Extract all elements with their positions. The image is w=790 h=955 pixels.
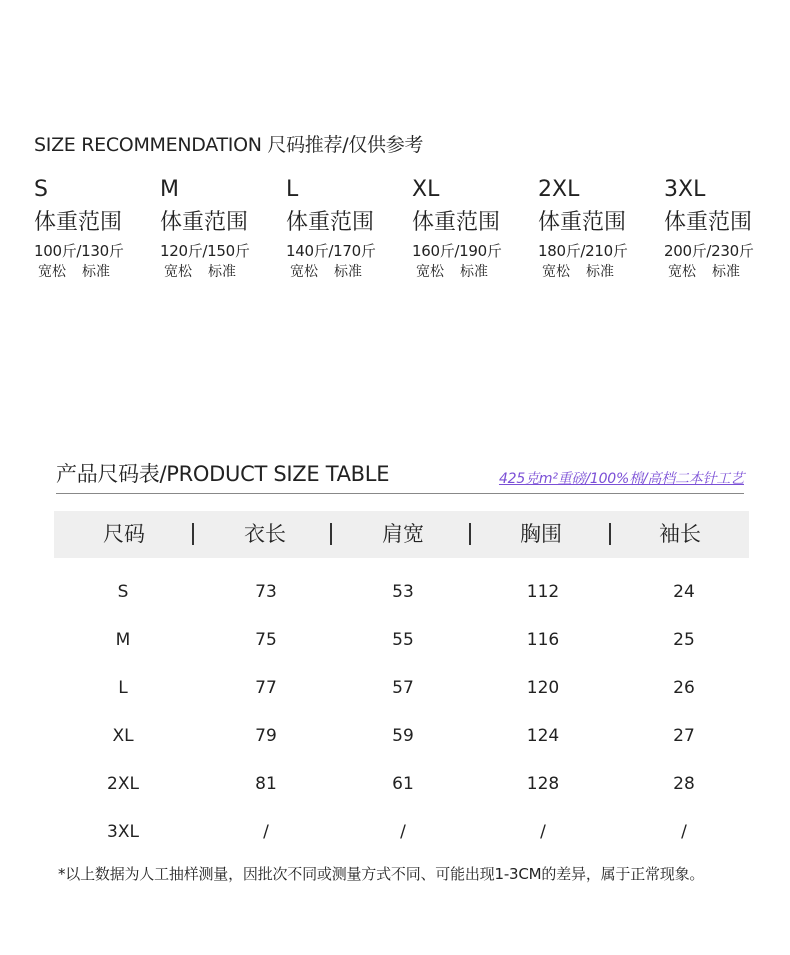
table-cell-size: 2XL	[107, 774, 139, 794]
table-cell-length: 79	[255, 726, 277, 746]
rec-weight-range: 180斤/210斤	[538, 242, 628, 260]
table-cell-sleeve: 27	[673, 726, 695, 746]
rec-fit-row	[160, 263, 286, 281]
column-header-size: 尺码	[103, 522, 145, 546]
table-row	[54, 664, 749, 712]
size-recommendation-item	[412, 176, 538, 281]
table-cell-length: /	[263, 822, 269, 842]
table-cell-sleeve: 24	[673, 582, 695, 602]
title-divider	[56, 493, 744, 494]
table-cell-size: XL	[112, 726, 134, 746]
table-cell-shoulder: 53	[392, 582, 414, 602]
size-recommendation-item	[664, 176, 790, 281]
rec-size-label: M	[160, 177, 179, 202]
table-cell-shoulder: /	[400, 822, 406, 842]
column-separator	[330, 523, 332, 545]
rec-weight-range: 140斤/170斤	[286, 242, 376, 260]
size-recommendation-item	[538, 176, 664, 281]
table-cell-chest: 116	[526, 630, 560, 650]
table-cell-length: 81	[255, 774, 277, 794]
rec-weight-range: 120斤/150斤	[160, 242, 250, 260]
table-cell-sleeve: /	[681, 822, 687, 842]
size-recommendation-item	[34, 176, 160, 281]
size-recommendation-title: SIZE RECOMMENDATION 尺码推荐/仅供参考	[34, 134, 424, 156]
table-cell-length: 73	[255, 582, 277, 602]
table-cell-chest: 112	[526, 582, 560, 602]
table-cell-sleeve: 25	[673, 630, 695, 650]
material-note: 425克m²重磅/100%棉/高档二本针工艺	[498, 471, 744, 487]
column-header-sleeve: 袖长	[659, 522, 701, 546]
rec-fit-loose: 宽松	[38, 264, 66, 280]
table-cell-shoulder: 55	[392, 630, 414, 650]
table-cell-chest: 120	[526, 678, 560, 698]
size-recommendation-grid	[34, 176, 774, 296]
rec-weight-label: 体重范围	[286, 210, 375, 235]
rec-fit-loose: 宽松	[416, 264, 444, 280]
rec-fit-loose: 宽松	[290, 264, 318, 280]
rec-weight-range: 160斤/190斤	[412, 242, 502, 260]
rec-fit-standard: 标准	[208, 264, 236, 280]
table-cell-sleeve: 28	[673, 774, 695, 794]
table-row	[54, 808, 749, 856]
rec-weight-label: 体重范围	[412, 210, 501, 235]
rec-fit-standard: 标准	[334, 264, 362, 280]
size-table-body	[54, 568, 749, 856]
rec-fit-row	[538, 263, 664, 281]
table-cell-size: L	[118, 678, 128, 698]
rec-fit-standard: 标准	[712, 264, 740, 280]
rec-size-label: S	[34, 177, 48, 202]
size-recommendation-item	[160, 176, 286, 281]
rec-weight-range: 100斤/130斤	[34, 242, 124, 260]
table-cell-chest: /	[540, 822, 546, 842]
rec-weight-range: 200斤/230斤	[664, 242, 754, 260]
table-cell-shoulder: 57	[392, 678, 414, 698]
size-table-header	[56, 458, 744, 494]
table-cell-size: 3XL	[107, 822, 139, 842]
table-row	[54, 568, 749, 616]
table-cell-size: M	[115, 630, 131, 650]
rec-fit-standard: 标准	[82, 264, 110, 280]
table-cell-shoulder: 61	[392, 774, 414, 794]
column-header-shoulder: 肩宽	[382, 522, 424, 546]
column-header-length: 衣长	[244, 522, 286, 546]
rec-fit-standard: 标准	[586, 264, 614, 280]
rec-fit-row	[286, 263, 412, 281]
rec-fit-row	[412, 263, 538, 281]
column-separator	[192, 523, 194, 545]
rec-weight-label: 体重范围	[34, 210, 123, 235]
table-cell-chest: 124	[526, 726, 560, 746]
rec-size-label: 2XL	[538, 177, 580, 202]
rec-size-label: L	[286, 177, 299, 202]
rec-size-label: XL	[412, 177, 440, 202]
size-table-column-headers	[54, 511, 749, 558]
table-cell-shoulder: 59	[392, 726, 414, 746]
table-row	[54, 616, 749, 664]
rec-fit-standard: 标准	[460, 264, 488, 280]
column-header-chest: 胸围	[520, 522, 562, 546]
table-cell-length: 77	[255, 678, 277, 698]
rec-size-label: 3XL	[664, 177, 706, 202]
table-cell-chest: 128	[526, 774, 560, 794]
table-cell-length: 75	[255, 630, 277, 650]
rec-fit-loose: 宽松	[542, 264, 570, 280]
column-separator	[469, 523, 471, 545]
rec-weight-label: 体重范围	[538, 210, 627, 235]
rec-fit-loose: 宽松	[164, 264, 192, 280]
size-recommendation-item	[286, 176, 412, 281]
column-separator	[609, 523, 611, 545]
rec-weight-label: 体重范围	[664, 210, 753, 235]
rec-weight-label: 体重范围	[160, 210, 249, 235]
table-row	[54, 760, 749, 808]
rec-fit-loose: 宽松	[668, 264, 696, 280]
rec-fit-row	[664, 263, 790, 281]
measurement-footnote: *以上数据为人工抽样测量，因批次不同或测量方式不同、可能出现1-3CM的差异，属于正常现象。	[58, 865, 705, 883]
size-table-title: 产品尺码表/PRODUCT SIZE TABLE	[56, 462, 390, 486]
table-row	[54, 712, 749, 760]
table-cell-size: S	[117, 582, 129, 602]
rec-fit-row	[34, 263, 160, 281]
table-cell-sleeve: 26	[673, 678, 695, 698]
